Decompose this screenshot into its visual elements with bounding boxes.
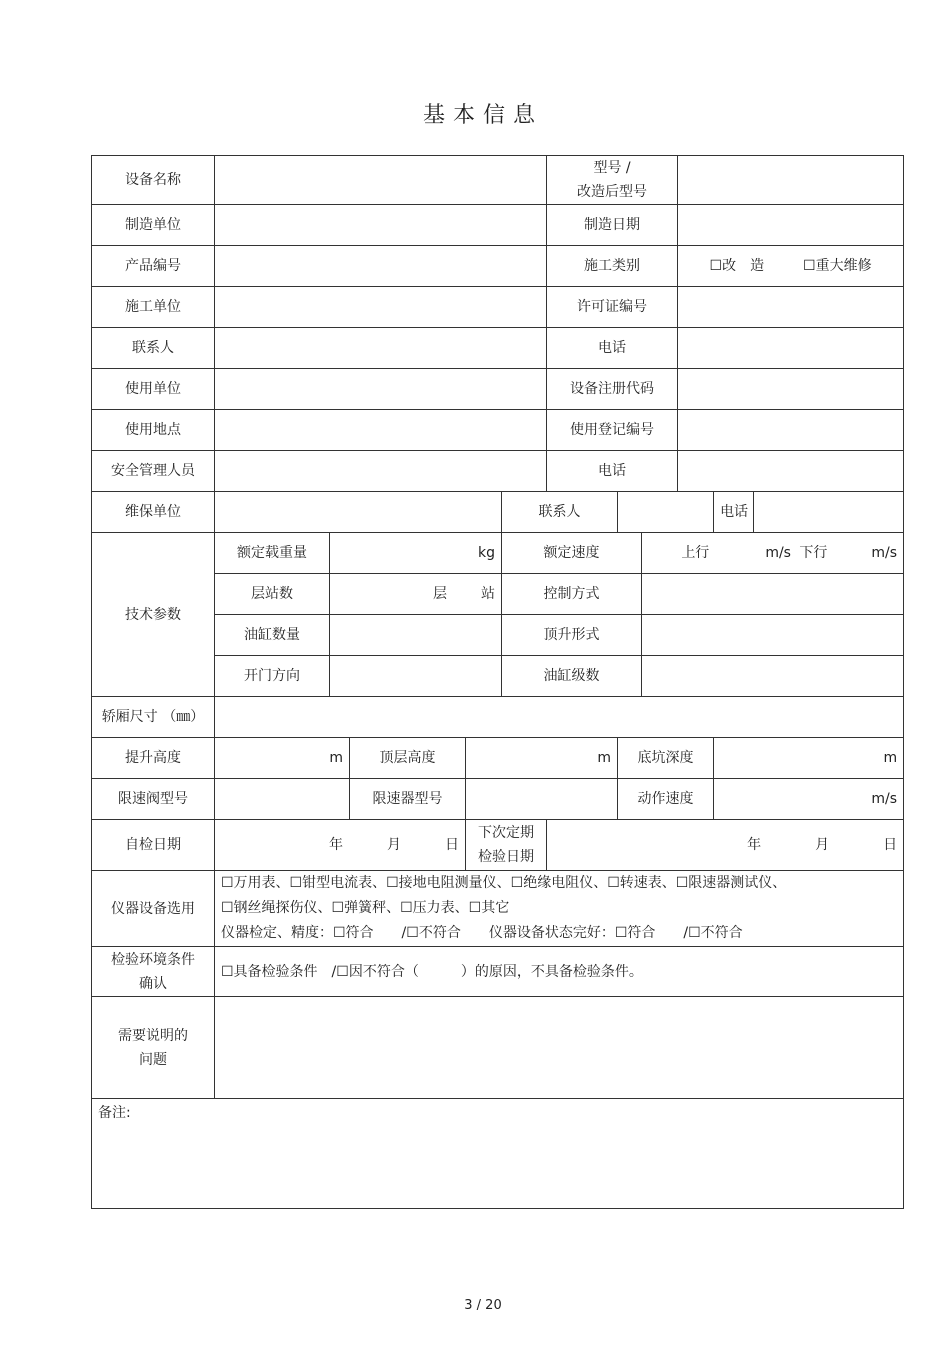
- mfg-date-field[interactable]: [678, 205, 904, 246]
- rated-load-label: 额定载重量: [215, 533, 330, 574]
- maint-phone-field[interactable]: [754, 492, 904, 533]
- pit-depth-field[interactable]: m: [714, 738, 904, 779]
- use-reg-no-label: 使用登记编号: [547, 410, 678, 451]
- lift-height-label: 提升高度: [92, 738, 215, 779]
- location-field[interactable]: [215, 410, 547, 451]
- remarks-area[interactable]: [92, 1099, 904, 1209]
- work-type-options: [678, 246, 904, 287]
- mfg-date-label: 制造日期: [547, 205, 678, 246]
- lift-form-label: 顶升形式: [502, 615, 642, 656]
- instruments-line-1[interactable]: ☐万用表、☐钳型电流表、☐接地电阻测量仪、☐绝缘电阻仪、☐转速表、☐限速器测试仪、: [221, 875, 787, 891]
- rated-load-field[interactable]: kg: [330, 533, 502, 574]
- manufacturer-field[interactable]: [215, 205, 547, 246]
- limiter-model-label: 限速器型号: [350, 779, 466, 820]
- action-speed-field[interactable]: m/s: [714, 779, 904, 820]
- contact-field[interactable]: [215, 328, 547, 369]
- cylinder-stage-field[interactable]: [642, 656, 904, 697]
- self-check-date-field[interactable]: 年 月 日: [215, 820, 466, 871]
- maint-unit-field[interactable]: [215, 492, 502, 533]
- env-condition-label: 检验环境条件 确认: [92, 947, 215, 997]
- license-no-label: 许可证编号: [547, 287, 678, 328]
- instruments-label: 仪器设备选用: [92, 871, 215, 947]
- env-condition-options[interactable]: ☐具备检验条件 /☐因不符合（ ）的原因，不具备检验条件。: [215, 947, 904, 997]
- page-title: 基本信息: [422, 103, 543, 128]
- work-type-label: 施工类别: [547, 246, 678, 287]
- phone-field[interactable]: [678, 328, 904, 369]
- control-field[interactable]: [642, 574, 904, 615]
- valve-model-label: 限速阀型号: [92, 779, 215, 820]
- rebuild-checkbox[interactable]: ☐改 造: [709, 258, 765, 274]
- manufacturer-label: 制造单位: [92, 205, 215, 246]
- info-table: [91, 155, 904, 1209]
- car-size-label: 轿厢尺寸 （㎜）: [92, 697, 215, 738]
- control-label: 控制方式: [502, 574, 642, 615]
- page-number: 3 / 20: [464, 1298, 502, 1313]
- safety-manager-field[interactable]: [215, 451, 547, 492]
- basic-info-form: [91, 155, 903, 1209]
- product-no-field[interactable]: [215, 246, 547, 287]
- builder-label: 施工单位: [92, 287, 215, 328]
- cylinder-count-label: 油缸数量: [215, 615, 330, 656]
- top-height-field[interactable]: m: [466, 738, 618, 779]
- location-label: 使用地点: [92, 410, 215, 451]
- limiter-model-field[interactable]: [466, 779, 618, 820]
- maint-unit-label: 维保单位: [92, 492, 215, 533]
- rated-speed-label: 额定速度: [502, 533, 642, 574]
- safety-phone-field[interactable]: [678, 451, 904, 492]
- action-speed-label: 动作速度: [618, 779, 714, 820]
- tech-params-label: 技术参数: [92, 533, 215, 697]
- issues-field[interactable]: [215, 997, 904, 1099]
- pit-depth-label: 底坑深度: [618, 738, 714, 779]
- rated-speed-field[interactable]: 上行 m/s 下行 m/s: [642, 533, 904, 574]
- model-label: 型号 / 改造后型号: [547, 156, 678, 205]
- device-name-label: 设备名称: [92, 156, 215, 205]
- instruments-calibration-line[interactable]: 仪器检定、精度：☐符合 /☐不符合 仪器设备状态完好：☐符合 /☐不符合: [221, 925, 743, 941]
- maint-contact-field[interactable]: [618, 492, 714, 533]
- remarks-label: 备注:: [98, 1105, 131, 1121]
- user-unit-field[interactable]: [215, 369, 547, 410]
- model-field[interactable]: [678, 156, 904, 205]
- car-size-field[interactable]: [215, 697, 904, 738]
- floors-label: 层站数: [215, 574, 330, 615]
- floors-field[interactable]: 层 站: [330, 574, 502, 615]
- safety-phone-label: 电话: [547, 451, 678, 492]
- valve-model-field[interactable]: [215, 779, 350, 820]
- lift-height-field[interactable]: m: [215, 738, 350, 779]
- door-direction-label: 开门方向: [215, 656, 330, 697]
- license-no-field[interactable]: [678, 287, 904, 328]
- cylinder-stage-label: 油缸级数: [502, 656, 642, 697]
- cylinder-count-field[interactable]: [330, 615, 502, 656]
- user-unit-label: 使用单位: [92, 369, 215, 410]
- maint-contact-label: 联系人: [502, 492, 618, 533]
- self-check-date-label: 自检日期: [92, 820, 215, 871]
- next-inspection-field[interactable]: 年 月 日: [547, 820, 904, 871]
- contact-label: 联系人: [92, 328, 215, 369]
- issues-label: 需要说明的 问题: [92, 997, 215, 1099]
- top-height-label: 顶层高度: [350, 738, 466, 779]
- safety-manager-label: 安全管理人员: [92, 451, 215, 492]
- door-direction-field[interactable]: [330, 656, 502, 697]
- instruments-options[interactable]: [215, 871, 904, 947]
- builder-field[interactable]: [215, 287, 547, 328]
- reg-code-label: 设备注册代码: [547, 369, 678, 410]
- reg-code-field[interactable]: [678, 369, 904, 410]
- use-reg-no-field[interactable]: [678, 410, 904, 451]
- lift-form-field[interactable]: [642, 615, 904, 656]
- maint-phone-label: 电话: [714, 492, 754, 533]
- phone-label: 电话: [547, 328, 678, 369]
- major-repair-checkbox[interactable]: ☐重大维修: [803, 258, 872, 274]
- product-no-label: 产品编号: [92, 246, 215, 287]
- next-inspection-label: 下次定期 检验日期: [466, 820, 547, 871]
- instruments-line-2[interactable]: ☐钢丝绳探伤仪、☐弹簧秤、☐压力表、☐其它: [221, 900, 510, 916]
- device-name-field[interactable]: [215, 156, 547, 205]
